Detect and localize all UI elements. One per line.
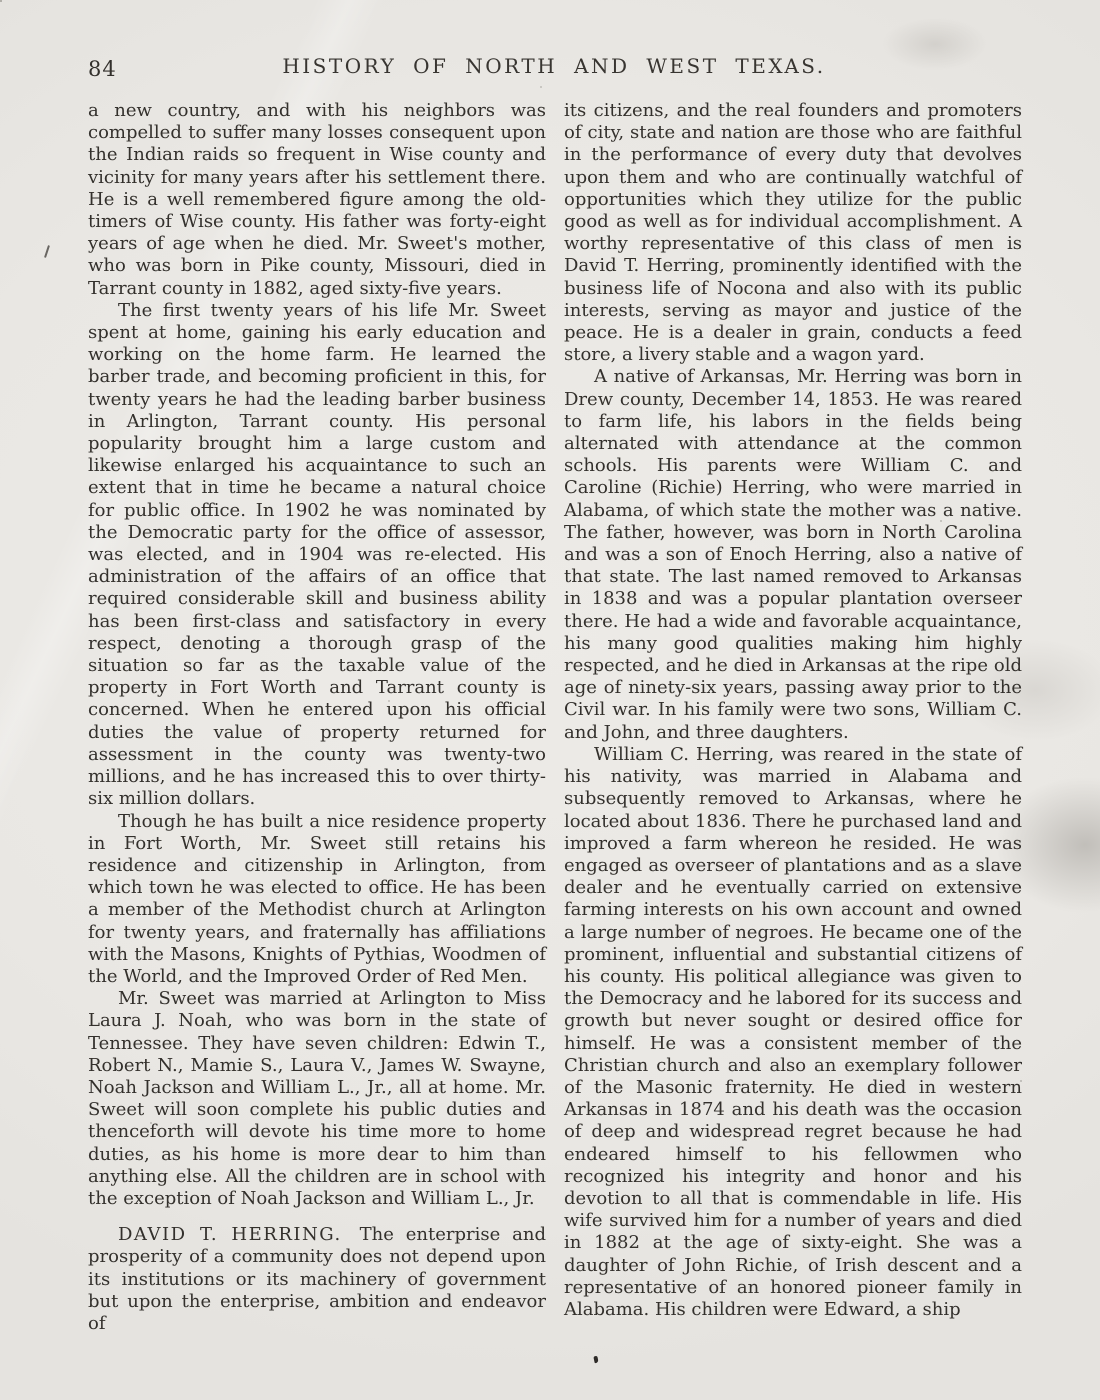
paragraph: Mr. Sweet was married at Arlington to Miss Laura J. Noah, who was born in the state of Tennessee. They have seven children: Edwin T., Robert N., Mamie S., Laura V., James W. Swayne, Noah Jackson and William L., Jr., all at home. Mr. Sweet will soon complete his public duties and thenceforth will devote his time more to home duties, as his home is more dear to him than anything else. All the children are in school with the exception of Noah Jackson and William L., Jr. [88, 988, 546, 1209]
paper-grain-specks [0, 0, 2, 2]
paragraph: Though he has built a nice residence property in Fort Worth, Mr. Sweet still retains his residence and citizenship in Arlington, from which town he was elected to office. He has been a member of the Methodist church at Arlington for twenty years, and fraternally has affiliations with the Masons, Knights of Pythias, Woodmen of the World, and the Improved Order of Red Men. [88, 810, 546, 987]
running-title: HISTORY OF NORTH AND WEST TEXAS. [282, 54, 826, 78]
paragraph: William C. Herring, was reared in the state of his nativity, was married in Alabama and subsequently removed to Arkansas, where he located about 1836. There he purchased land and improved a farm whereon he resided. He was engaged as overseer of plantations and as a slave dealer and he eventually carried on extensive farming interests on his own account and owned a large number of negroes. He became one of the prominent, influential and substantial citizens of his county. His political allegiance was given to the Democracy and he labored for its success and growth but never sought or desired office for himself. He was a consistent member of the Christian church and also an exemplary follower of the Masonic fraternity. He died in western Arkansas in 1874 and his death was the occasion of deep and widespread regret because he had endeared himself to his fellowmen who recognized his integrity and honor and his devotion to all that is commendable in life. His wife survived him for a number of years and died in 1882 at the age of sixty-eight. She was a daughter of John Richie, of Irish descent and a representative of an honored pioneer family in Alabama. His children were Edward, a ship [564, 743, 1022, 1320]
section-text: The enterprise and prosperity of a community does not depend upon its institutions or its machinery of government but upon the enterprise, ambition and endeavor of [88, 1224, 546, 1334]
page-header [88, 54, 1020, 84]
paragraph: a new country, and with his neighbors was compelled to suffer many losses consequent upon the Indian raids so frequent in Wise county and vicinity for many years after his settlement there. He is a well remembered figure among the old-timers of Wise county. His father was forty-eight years of age when he died. Mr. Sweet's mother, who was born in Pike county, Missouri, died in Tarrant county in 1882, aged sixty-five years. [88, 100, 546, 299]
text-columns [88, 100, 1022, 1335]
right-column [564, 100, 1022, 1335]
section-heading: DAVID T. HERRING. [118, 1224, 342, 1246]
paragraph: its citizens, and the real founders and promoters of city, state and nation are those who are faithful in the performance of every duty that devolves upon them and who are continually watchful of opportunities which they utilize for the public good as well as for individual accomplishment. A worthy representative of this class of men is David T. Herring, prominently identified with the business life of Nocona and also with its public interests, serving as mayor and justice of the peace. He is a dealer in grain, conducts a feed store, a livery stable and a wagon yard. [564, 100, 1022, 366]
paragraph [88, 1224, 546, 1335]
page-number: 84 [88, 57, 117, 81]
left-column [88, 100, 546, 1335]
ink-speck [593, 1356, 598, 1364]
paragraph: The first twenty years of his life Mr. Sweet spent at home, gaining his early education and working on the home farm. He learned the barber trade, and becoming proficient in this, for twenty years he had the leading barber business in Arlington, Tarrant county. His personal popularity brought him a large custom and likewise enlarged his acquaintance to such an extent that in time he became a natural choice for public office. In 1902 he was nominated by the Democratic party for the office of assessor, was elected, and in 1904 was re-elected. His administration of the affairs of an office that required considerable skill and business ability has been first-class and satisfactory in every respect, denoting a thorough grasp of the situation so far as the taxable value of the property in Fort Worth and Tarrant county is concerned. When he entered upon his official duties the value of property returned for assessment in the county was twenty-two millions, and he has increased this to over thirty-six million dollars. [88, 299, 546, 810]
paragraph: A native of Arkansas, Mr. Herring was born in Drew county, December 14, 1853. He was reared to farm life, his labors in the fields being alternated with attendance at the common schools. His parents were William C. and Caroline (Richie) Herring, who were married in Alabama, of which state the mother was a native. The father, however, was born in North Carolina and was a son of Enoch Herring, also a native of that state. The last named removed to Arkansas in 1838 and was a popular plantation overseer there. He had a wide and favorable acquaintance, his many good qualities making him highly respected, and he died in Arkansas at the ripe old age of ninety-six years, passing away prior to the Civil war. In his family were two sons, William C. and John, and three daughters. [564, 366, 1022, 743]
margin-stray-mark [44, 245, 50, 258]
